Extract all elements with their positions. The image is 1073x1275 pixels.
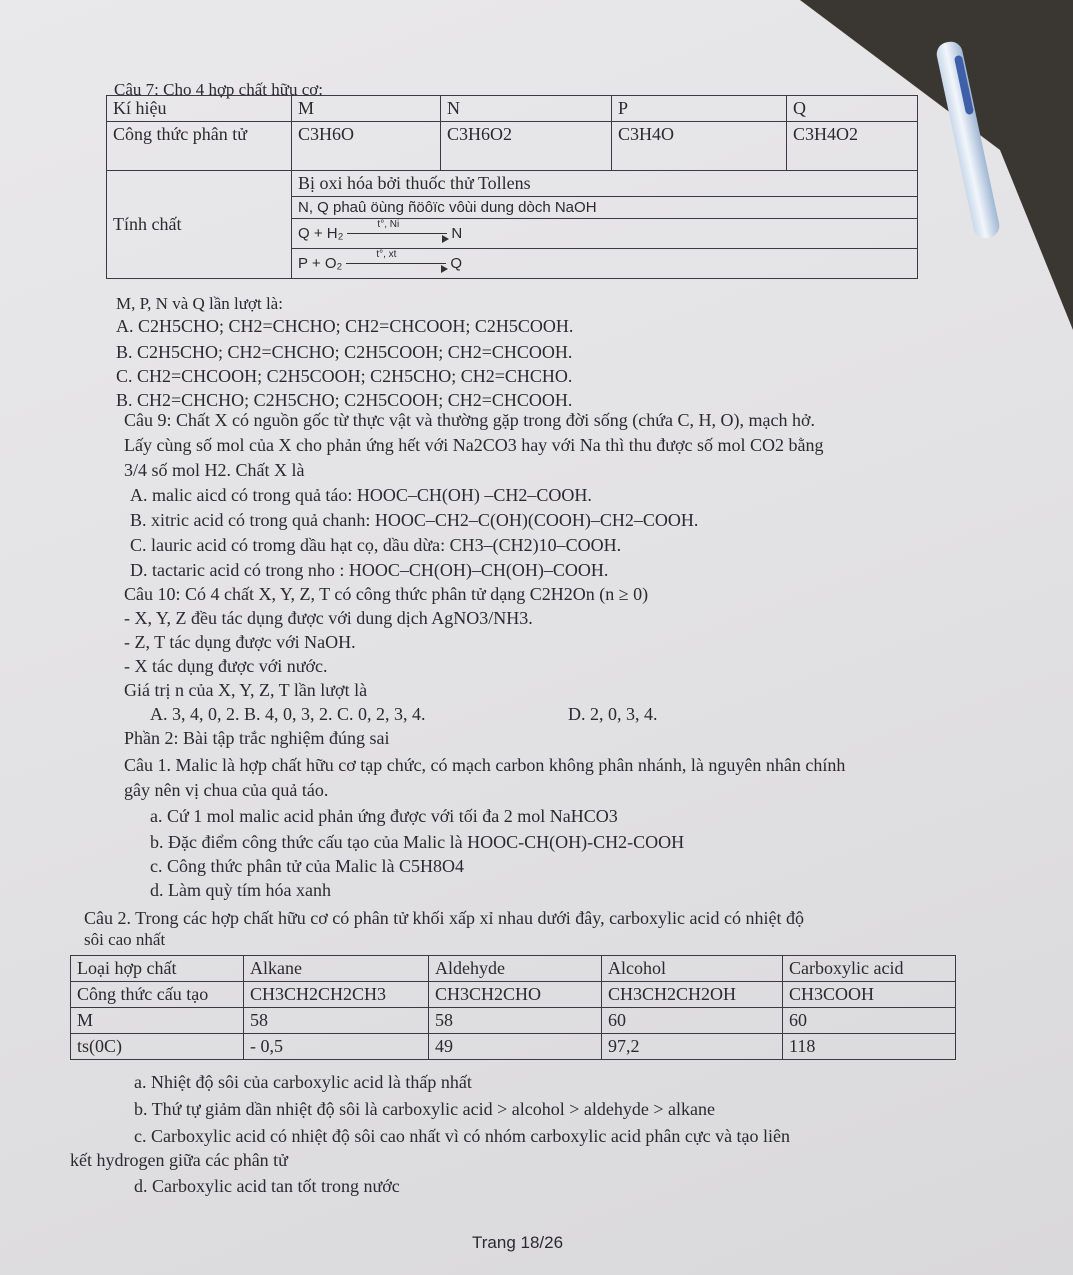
c2-table: [70, 955, 956, 1060]
table-cell: N: [441, 96, 612, 122]
table-cell: Công thức phân tử: [107, 122, 292, 171]
table-cell: 58: [429, 1008, 602, 1034]
c2-item-d: d. Carboxylic acid tan tốt trong nước: [134, 1176, 400, 1196]
q9-option-d: D. tactaric acid có trong nho : HOOC–CH(OH)–CH(OH)–COOH.: [130, 560, 609, 580]
table-cell: Tính chất: [107, 171, 292, 279]
table-row: [71, 982, 956, 1008]
table-cell: C3H4O2: [787, 122, 918, 171]
table-cell: 49: [429, 1034, 602, 1060]
c1-line-1: Câu 1. Malic là hợp chất hữu cơ tạp chức, có mạch carbon không phân nhánh, là nguyên nhân chính: [124, 755, 846, 775]
reaction-cell: [292, 249, 918, 279]
table-cell: 97,2: [602, 1034, 783, 1060]
arrow-icon: [347, 219, 447, 234]
q9-option-c: C. lauric acid có tromg dầu hạt cọ, dầu dừa: CH3–(CH2)10–COOH.: [130, 535, 622, 555]
table-cell: CH3COOH: [783, 982, 956, 1008]
table-cell: 60: [602, 1008, 783, 1034]
table-row: [107, 96, 918, 122]
c2-item-b: b. Thứ tự giảm dần nhiệt độ sôi là carboxylic acid > alcohol > aldehyde > alkane: [134, 1099, 715, 1119]
q7-option-a: A. C2H5CHO; CH2=CHCHO; CH2=CHCOOH; C2H5COOH.: [116, 316, 574, 336]
table-cell: Bị oxi hóa bởi thuốc thử Tollens: [292, 171, 918, 197]
table-cell: Công thức cấu tạo: [71, 982, 244, 1008]
q10-line-3: - Z, T tác dụng được với NaOH.: [124, 632, 356, 652]
table-cell: Aldehyde: [429, 956, 602, 982]
table-row: [71, 1034, 956, 1060]
c2-line-1: Câu 2. Trong các hợp chất hữu cơ có phân tử khối xấp xỉ nhau dưới đây, carboxylic acid có nhiệt độ: [84, 908, 804, 928]
table-cell: C3H6O2: [441, 122, 612, 171]
table-cell: Loại hợp chất: [71, 956, 244, 982]
q7-option-b: B. C2H5CHO; CH2=CHCHO; C2H5COOH; CH2=CHCOOH.: [116, 342, 573, 362]
c2-item-a: a. Nhiệt độ sôi của carboxylic acid là thấp nhất: [134, 1072, 472, 1092]
q7-option-c: C. CH2=CHCOOH; C2H5COOH; C2H5CHO; CH2=CHCHO.: [116, 366, 573, 386]
q10-line-2: - X, Y, Z đều tác dụng được với dung dịch AgNO3/NH3.: [124, 608, 533, 628]
table-cell: 118: [783, 1034, 956, 1060]
c2-item-c-line-1: c. Carboxylic acid có nhiệt độ sôi cao nhất vì có nhóm carboxylic acid phân cực và tạo liên: [134, 1126, 791, 1146]
reaction-condition: t°, Ni: [377, 219, 400, 230]
q9-option-a: A. malic aicd có trong quả táo: HOOC–CH(OH) –CH2–COOH.: [130, 485, 592, 505]
c1-item-d: d. Làm quỳ tím hóa xanh: [150, 880, 331, 900]
reaction-left: P + O₂: [298, 255, 343, 272]
c2-item-c-line-2: kết hydrogen giữa các phân tử: [70, 1150, 288, 1170]
c1-item-b: b. Đặc điểm công thức cấu tạo của Malic là HOOC-CH(OH)-CH2-COOH: [150, 832, 685, 852]
table-cell: 60: [783, 1008, 956, 1034]
q10-options-abc: A. 3, 4, 0, 2. B. 4, 0, 3, 2. C. 0, 2, 3, 4.: [150, 704, 426, 724]
table-cell: Carboxylic acid: [783, 956, 956, 982]
q10-option-d: D. 2, 0, 3, 4.: [568, 704, 658, 724]
q10-line-4: - X tác dụng được với nước.: [124, 656, 328, 676]
q9-line-2: Lấy cùng số mol của X cho phản ứng hết với Na2CO3 hay với Na thì thu được số mol CO2 bằng: [124, 435, 824, 455]
c1-line-2: gây nên vị chua của quả táo.: [124, 780, 329, 800]
table-row: [107, 171, 918, 197]
table-cell: M: [292, 96, 441, 122]
table-cell: Kí hiệu: [107, 96, 292, 122]
table-row: [107, 122, 918, 171]
q10-line-5: Giá trị n của X, Y, Z, T lần lượt là: [124, 680, 368, 700]
table-cell: 58: [244, 1008, 429, 1034]
page-number: Trang 18/26: [472, 1233, 564, 1252]
q7-option-d: B. CH2=CHCHO; C2H5CHO; C2H5COOH; CH2=CHCOOH.: [116, 390, 573, 410]
q7-table: [106, 95, 918, 279]
table-cell: P: [612, 96, 787, 122]
q9-line-3: 3/4 số mol H2. Chất X là: [124, 460, 305, 480]
table-cell: - 0,5: [244, 1034, 429, 1060]
reaction-right: Q: [450, 255, 462, 272]
reaction-cell: [292, 219, 918, 249]
table-row: [71, 956, 956, 982]
q7-question: M, P, N và Q lần lượt là:: [116, 294, 283, 313]
table-cell: M: [71, 1008, 244, 1034]
part2-title: Phần 2: Bài tập trắc nghiệm đúng sai: [124, 728, 390, 748]
table-cell: Q: [787, 96, 918, 122]
reaction-condition: t°, xt: [376, 249, 397, 260]
q9-option-b: B. xitric acid có trong quả chanh: HOOC–CH2–C(OH)(COOH)–CH2–COOH.: [130, 510, 699, 530]
table-cell: ts(0C): [71, 1034, 244, 1060]
table-cell: CH3CH2CH2CH3: [244, 982, 429, 1008]
table-cell: C3H4O: [612, 122, 787, 171]
table-cell: CH3CH2CH2OH: [602, 982, 783, 1008]
table-cell: Alcohol: [602, 956, 783, 982]
q9-line-1: Câu 9: Chất X có nguồn gốc từ thực vật và thường gặp trong đời sống (chứa C, H, O), mạch hở.: [124, 410, 815, 430]
q10-line-1: Câu 10: Có 4 chất X, Y, Z, T có công thức phân tử dạng C2H2On (n ≥ 0): [124, 584, 649, 604]
arrow-icon: [346, 249, 446, 264]
table-cell: C3H6O: [292, 122, 441, 171]
table-cell: Alkane: [244, 956, 429, 982]
table-row: [71, 1008, 956, 1034]
c2-line-2: sôi cao nhất: [84, 930, 166, 949]
reaction-left: Q + H₂: [298, 225, 344, 242]
reaction-right: N: [451, 225, 463, 242]
table-cell: CH3CH2CHO: [429, 982, 602, 1008]
table-cell: N, Q phaû öùng ñöôïc vôùi dung dòch NaOH: [292, 197, 918, 219]
c1-item-a: a. Cứ 1 mol malic acid phản ứng được với tối đa 2 mol NaHCO3: [150, 806, 618, 826]
c1-item-c: c. Công thức phân tử của Malic là C5H8O4: [150, 856, 464, 876]
q7-title: Câu 7: Cho 4 hợp chất hữu cơ:: [114, 80, 323, 99]
